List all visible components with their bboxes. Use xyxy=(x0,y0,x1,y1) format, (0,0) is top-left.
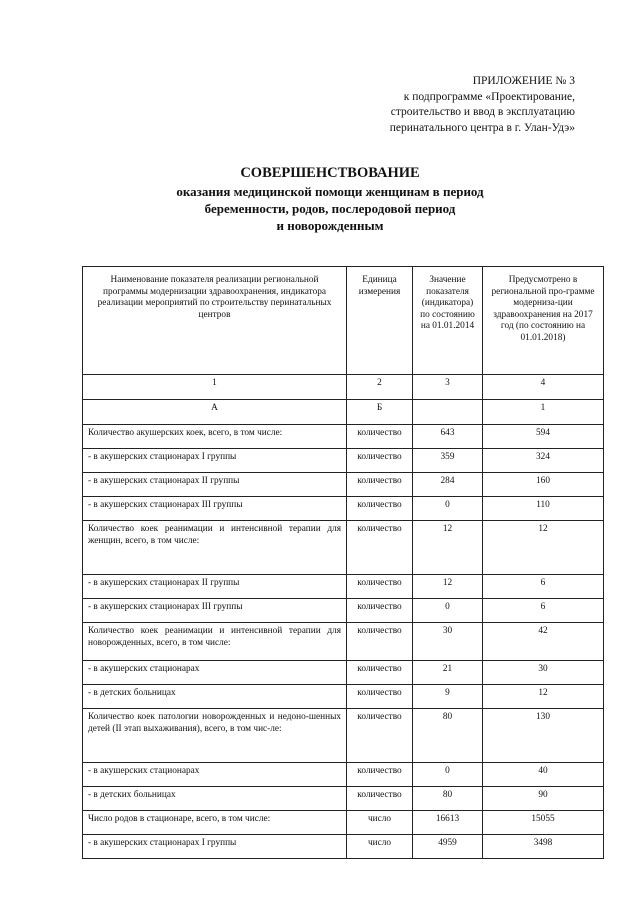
title-sub-line: беременности, родов, послеродовой период xyxy=(204,201,456,216)
row-unit: число xyxy=(347,811,413,835)
row-name: - в акушерских стационарах III группы xyxy=(83,497,347,521)
indicators-table xyxy=(82,266,604,859)
table-row xyxy=(83,685,604,709)
table-row xyxy=(83,787,604,811)
column-letter: 1 xyxy=(483,400,604,425)
row-unit: количество xyxy=(347,599,413,623)
row-unit: количество xyxy=(347,685,413,709)
title-sub-line: и новорожденным xyxy=(276,218,384,233)
appendix-note xyxy=(300,74,575,136)
row-planned-2017: 130 xyxy=(483,709,604,763)
row-unit: количество xyxy=(347,787,413,811)
row-value-2014: 0 xyxy=(413,497,483,521)
row-name: Количество коек реанимации и интенсивной терапии для женщин, всего, в том числе: xyxy=(83,521,347,575)
row-name: - в акушерских стационарах II группы xyxy=(83,575,347,599)
row-unit: количество xyxy=(347,661,413,685)
column-letter: А xyxy=(83,400,347,425)
row-unit: количество xyxy=(347,575,413,599)
row-name: - в акушерских стационарах III группы xyxy=(83,599,347,623)
table-header-row xyxy=(83,267,604,375)
column-number: 3 xyxy=(413,375,483,400)
row-unit: количество xyxy=(347,497,413,521)
table-row xyxy=(83,575,604,599)
table-row xyxy=(83,473,604,497)
table-row xyxy=(83,811,604,835)
row-unit: количество xyxy=(347,473,413,497)
row-name: - в детских больницах xyxy=(83,787,347,811)
table-row xyxy=(83,763,604,787)
row-name: - в детских больницах xyxy=(83,685,347,709)
row-unit: количество xyxy=(347,623,413,661)
row-planned-2017: 6 xyxy=(483,575,604,599)
row-value-2014: 284 xyxy=(413,473,483,497)
row-value-2014: 643 xyxy=(413,425,483,449)
row-value-2014: 12 xyxy=(413,521,483,575)
table-row xyxy=(83,623,604,661)
appendix-line: к подпрограмме «Проектирование, xyxy=(403,90,575,103)
table-row xyxy=(83,521,604,575)
row-name: - в акушерских стационарах II группы xyxy=(83,473,347,497)
column-number-row xyxy=(83,375,604,400)
row-name: - в акушерских стационарах xyxy=(83,661,347,685)
header-value-2014: Значение показателя (индикатора) по состоянию на 01.01.2014 xyxy=(413,267,483,375)
row-planned-2017: 42 xyxy=(483,623,604,661)
row-planned-2017: 12 xyxy=(483,521,604,575)
table-row xyxy=(83,661,604,685)
column-letter xyxy=(413,400,483,425)
row-planned-2017: 324 xyxy=(483,449,604,473)
column-letter: Б xyxy=(347,400,413,425)
table-row xyxy=(83,497,604,521)
row-unit: количество xyxy=(347,709,413,763)
row-unit: количество xyxy=(347,425,413,449)
row-value-2014: 80 xyxy=(413,787,483,811)
column-number: 4 xyxy=(483,375,604,400)
row-planned-2017: 160 xyxy=(483,473,604,497)
row-name: Количество коек патологии новорожденных и недоно-шенных детей (II этап выхаживания), всего, в том чис-ле: xyxy=(83,709,347,763)
row-name: - в акушерских стационарах I группы xyxy=(83,449,347,473)
title-sub-line: оказания медицинской помощи женщинам в период xyxy=(176,184,484,199)
row-planned-2017: 90 xyxy=(483,787,604,811)
table-row xyxy=(83,449,604,473)
row-value-2014: 12 xyxy=(413,575,483,599)
row-value-2014: 21 xyxy=(413,661,483,685)
row-name: - в акушерских стационарах I группы xyxy=(83,835,347,859)
row-planned-2017: 15055 xyxy=(483,811,604,835)
row-name: - в акушерских стационарах xyxy=(83,763,347,787)
row-name: Количество коек реанимации и интенсивной терапии для новорожденных, всего, в том числе: xyxy=(83,623,347,661)
table-row xyxy=(83,709,604,763)
row-name: Количество акушерских коек, всего, в том числе: xyxy=(83,425,347,449)
row-value-2014: 0 xyxy=(413,763,483,787)
table-row xyxy=(83,599,604,623)
row-planned-2017: 40 xyxy=(483,763,604,787)
row-value-2014: 16613 xyxy=(413,811,483,835)
row-value-2014: 80 xyxy=(413,709,483,763)
row-planned-2017: 110 xyxy=(483,497,604,521)
row-unit: количество xyxy=(347,521,413,575)
row-unit: количество xyxy=(347,763,413,787)
table-row xyxy=(83,835,604,859)
column-letter-row xyxy=(83,400,604,425)
column-number: 1 xyxy=(83,375,347,400)
row-planned-2017: 30 xyxy=(483,661,604,685)
row-name: Число родов в стационаре, всего, в том числе: xyxy=(83,811,347,835)
appendix-line: строительство и ввод в эксплуатацию xyxy=(390,106,575,118)
row-value-2014: 30 xyxy=(413,623,483,661)
row-value-2014: 4959 xyxy=(413,835,483,859)
document-title xyxy=(80,164,580,234)
row-unit: количество xyxy=(347,449,413,473)
column-number: 2 xyxy=(347,375,413,400)
appendix-line: перинатального центра в г. Улан-Удэ» xyxy=(389,121,575,134)
row-value-2014: 9 xyxy=(413,685,483,709)
appendix-line: ПРИЛОЖЕНИЕ № 3 xyxy=(472,75,575,87)
table-row xyxy=(83,425,604,449)
header-indicator-name: Наименование показателя реализации региональной программы модернизации здравоохранения, индикатора реализации мероприятий по строительству перинатальных центров xyxy=(83,267,347,375)
header-planned-2017: Предусмотрено в региональной про-грамме модерниза-ции здравоохранения на 2017 год (по состоянию на 01.01.2018) xyxy=(483,267,604,375)
row-unit: число xyxy=(347,835,413,859)
row-value-2014: 359 xyxy=(413,449,483,473)
row-planned-2017: 6 xyxy=(483,599,604,623)
row-planned-2017: 12 xyxy=(483,685,604,709)
row-planned-2017: 3498 xyxy=(483,835,604,859)
title-main: СОВЕРШЕНСТВОВАНИЕ xyxy=(240,165,420,181)
row-value-2014: 0 xyxy=(413,599,483,623)
row-planned-2017: 594 xyxy=(483,425,604,449)
header-unit: Единица измерения xyxy=(347,267,413,375)
